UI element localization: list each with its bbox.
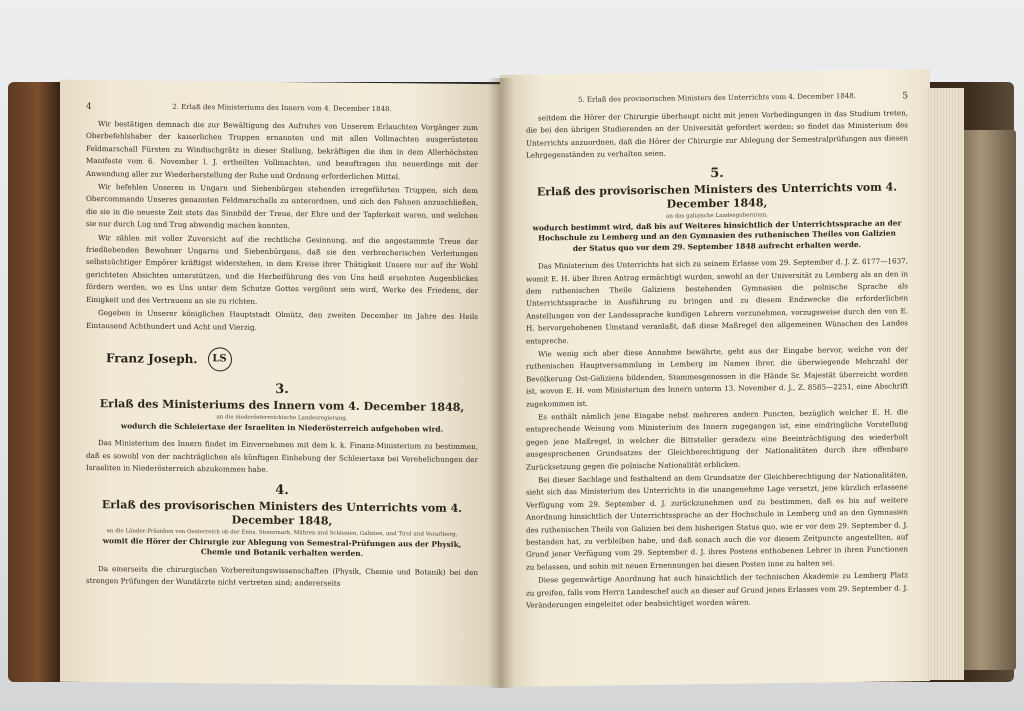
signature-block — [106, 346, 478, 374]
section-subject: wodurch die Schleiertaxe der Israeliten in Niederösterreich aufgehoben wird. — [120, 421, 444, 434]
paragraph: Wir zählen mit voller Zuversicht auf die rechtliche Gesinnung, auf die angestammte Treue der friedliebenden Bewohner Ungarns und Siebenbürgens, daß sie den verbrecherischen Verleitungen selbstsüchtiger Empörer kräftigst widerstehen, in dem Kreise ihrer Thätigkeit Unsere nur auf ihr Wohl gerichteten Absichten unterstützen, und die Herbeiführung des von Uns heiß ersehnten Augenblickes fördern werden, wo es Uns unter dem Schutze Gottes vergönnt sein wird, Werke des Friedens, der Einigkeit und des Vertrauens an sie zu richten. — [86, 232, 478, 306]
section-subject: womit die Hörer der Chirurgie zur Ablegung von Semestral-Prüfungen aus der Physik, Chemie und Botanik verhalten werden. — [102, 535, 462, 558]
running-head-right — [526, 91, 908, 104]
seal-icon: LS — [208, 347, 232, 371]
section-title: Erlaß des provisorischen Ministers des Unterrichts vom 4. December 1848, — [101, 497, 463, 528]
section-title: Erlaß des Ministeriums des Innern vom 4. December 1848, — [99, 397, 465, 414]
paragraph: Da einerseits die chirurgischen Vorbereitungswissenschaften (Physik, Chemie und Botanik) bei den strengen Prüfungen der Wundärzte nicht vertreten sind; andererseits — [86, 563, 478, 588]
page-edges — [926, 88, 964, 680]
section-addressee: an die niederösterreichische Landesregierung, — [216, 414, 348, 422]
book-spine-edge — [958, 130, 1016, 670]
signature: Franz Joseph. — [106, 351, 198, 367]
page-number-left: 4 — [86, 101, 92, 113]
left-page — [60, 80, 500, 687]
right-page — [500, 69, 930, 687]
section-title: Erlaß des provisorischen Ministers des Unterrichts vom 4. December 1848, — [536, 180, 898, 211]
section-number: 3. — [275, 381, 289, 397]
section-subject: wodurch bestimmt wird, daß bis auf Weiteres hinsichtlich der Unterrichtssprache an der Hochschule zu Lemberg und an den Gymnasien des ruthenischen Theiles von Galizien der Status quo vor dem 29. September 1848 aufrecht erhalten werde. — [532, 218, 902, 253]
running-head-text: 5. Erlaß des provisorischen Ministers des Unterrichts vom 4. December 1848. — [578, 92, 856, 104]
section-addressee: an die Länder-Präsidien von Oesterreich ob der Enns, Steiermark, Mähren und Schlesien, Galizien, und Tirol und Vorarlberg, — [106, 527, 458, 538]
paragraph: Wir befehlen Unseren in Ungarn und Siebenbürgen stehenden irregeführten Truppen, sich dem Obercommando Unseres genannten Feldmarschalls zu unterordnen, und sich den Fahnen anzuschließen, die sie in die neueste Zeit stets das Sinnbild der Treue, der Ehre und der Tapferkeit waren, und welchen sie nur durch Lug und Trug abwendig machen konnten. — [86, 182, 478, 231]
paragraph: seitdem die Hörer der Chirurgie überhaupt nicht mit jenen Vorbedingungen in das Studium treten, die bei den übrigen Studierenden an der Universität gefordert werden; so findet das Ministerium des Unterrichts anzuordnen, daß die Hörer der Chirurgie zur Ablegung der Semestralprüfungen aus diesen Lehrgegenständen zu verhalten seien. — [526, 108, 908, 160]
book-gutter — [488, 78, 514, 688]
paragraph: Es enthält nämlich jene Eingabe nebst mehreren andern Puncten, bezüglich welcher E. H. die entsprechende Weisung vom Ministerium des Innern zugegangen ist, eine eindringliche Vorstellung gegen jene Maßregel, in welcher die Bittsteller geradezu eine Beeinträchtigung des wiederholt ausgesprochenen Grundsatzes der Gleichberechtigung der Nationalitäten durch ihre offenbare Zurücksetzung gegen die polnische Nationalität erblicken. — [526, 407, 908, 472]
running-head-text: 2. Erlaß des Ministeriums des Innern vom 4. December 1848. — [172, 102, 392, 114]
paragraph: Wir bestätigen demnach die zur Bewältigung des Aufruhrs von Unserem Erlauchten Vorgänger zum Oberbefehlshaber der kaiserlichen Truppen ernannten und mit allen Vollmachten ausgerüsteten Feldmarschall Fürsten zu Windischgrätz in dieser Stellung, bekräftigen die ihm in dem Allerhöchsten Manifeste vom 6. November l. J. ertheilten Vollmachten, und beauftragen ihn neuerdings mit der Anwendung aller zur Wiederherstellung der Ruhe und Ordnung erforderlichen Mittel. — [86, 119, 478, 181]
paragraph: Das Ministerium des Innern findet im Einvernehmen mit dem k. k. Finanz-Ministerium zu bestimmen, daß es sowohl von der nachträglichen als künftigen Einhebung der Schleiertaxe bei Verehelichungen der Israeliten in Niederösterreich abzukommen habe. — [86, 438, 478, 475]
section-number: 4. — [275, 482, 289, 498]
paragraph: Wie wenig sich aber diese Annahme bewährte, geht aus der Eingabe hervor, welche von der ruthenischen Hauptversammlung in Lemberg im Namen ihrer, die überwiegende Mehrzahl der Bevölkerung Ost-Galiziens bildenden, Stammesgenossen in die Hände Sr. Majestät überreicht worden ist, wovon E. H. vom Ministerium des Innern unterm 13. November d. J., Z. 8585—2251, eine Abschrift zugekommen ist. — [526, 344, 908, 409]
page-number-right: 5 — [902, 91, 908, 102]
section-addressee: an das galizische Landesgubernium, — [666, 211, 768, 220]
running-head-left — [86, 102, 478, 114]
paragraph: Bei dieser Sachlage und festhaltend an dem Grundsatze der Gleichberechtigung der Nationalitäten, sieht sich das Ministerium des Unterrichts in die unangenehme Lage versetzt, jene kürzlich erlassene Verfügung vom 29. September d. J. zurückzunehmen und zu bestimmen, daß es bis auf weitere Anordnung hinsichtlich der Unterrichtssprache an der Hochschule in Lemberg und an den Gymnasien des ruthenischen Theils von Galizien bei dem bisherigen Status quo, wie er vor dem 29. September d. J. bestanden hat, zu verbleiben habe, und daß sonach auch die vor diesem Zeitpuncte angestellten, auf Grund jener Verfügung vom 29. September d. J. ihres Postens enthobenen Lehrer in ihren Functionen zu belassen, und sohin mit neuen Ernennungen bei diesen Posten inne zu halten sei. — [526, 470, 908, 572]
paragraph: Das Ministerium des Unterrichts hat sich zu seinem Erlasse vom 29. September d. J. Z. 6177—1637, womit E. H. über Ihren Antrag ermächtigt wurden, sowohl an der Universität zu Lemberg als an den in dem ruthenischen Theile Galiziens bestehenden Gymnasien die polnische Sprache als Unterrichtssprache in Ausführung zu bringen und zu diesem Endzwecke die erforderlichen Anstellungen von der Landessprache kundigen Lehrern vorzunehmen, vorzugsweise durch den von E. H. hervorgehobenen Umstand veranlaßt, daß diese Maßregel den allgemeinen Wünschen des Landes entspreche. — [526, 256, 908, 346]
section-number: 5. — [710, 165, 724, 181]
paragraph: Gegeben in Unserer königlichen Hauptstadt Olmütz, den zweiten December im Jahre des Heils Eintausend Achthundert und Acht und Vierzig. — [86, 308, 478, 332]
paragraph: Diese gegenwärtige Anordnung hat auch hinsichtlich der technischen Akademie zu Lemberg Platz zu greifen, falls vom Herrn Landeschef auch an dieser auf Grund jenes Erlasses vom 29. September d. J. Veränderungen eingeleitet oder beabsichtiget worden wären. — [526, 570, 908, 610]
